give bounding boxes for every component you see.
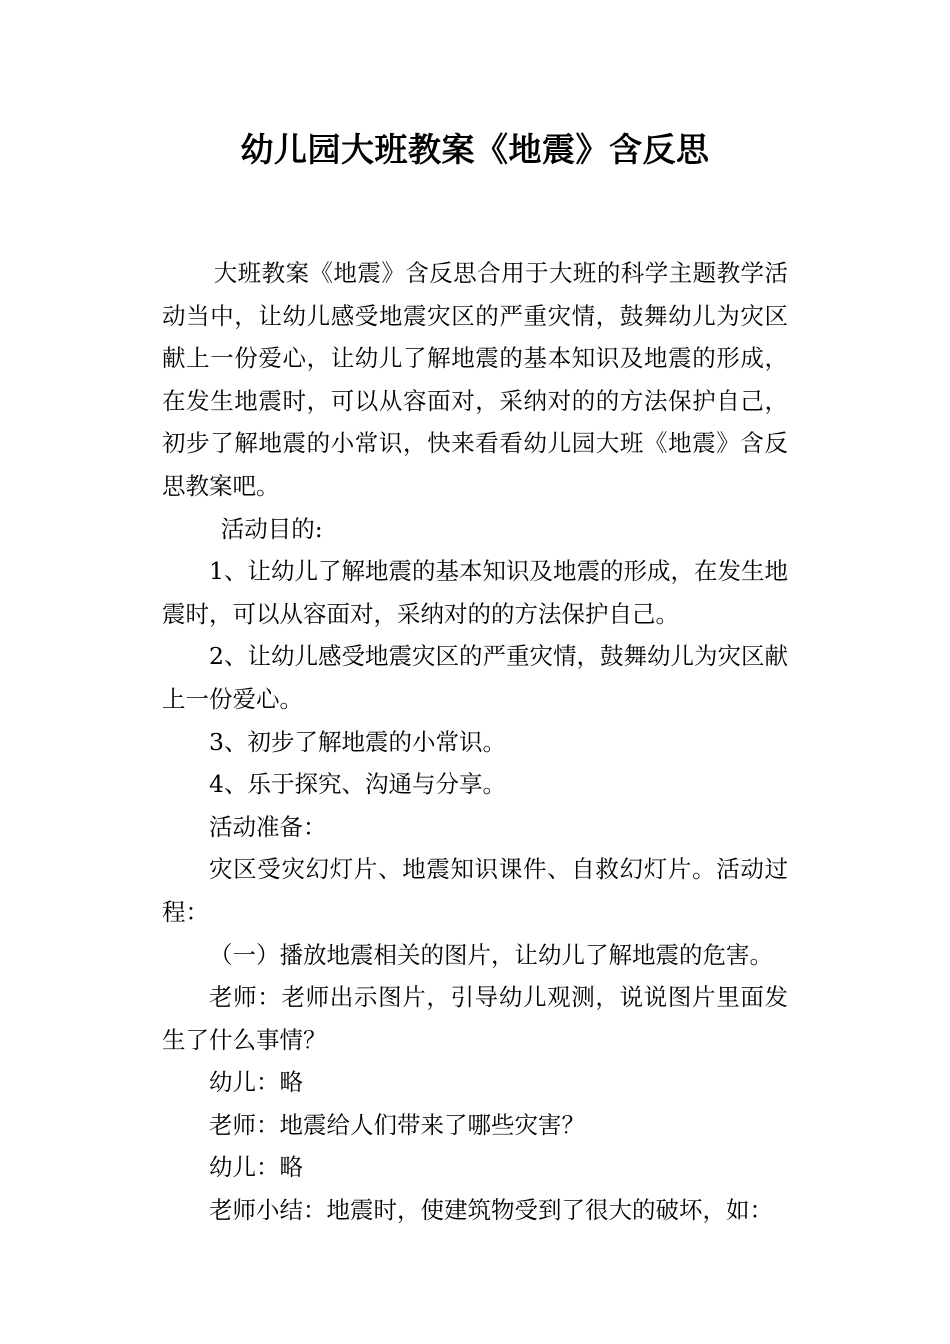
step-one-heading: （一）播放地震相关的图片，让幼儿了解地震的危害。 xyxy=(209,940,773,969)
goal-item-3: 3、初步了解地震的小常识。 xyxy=(209,727,506,756)
activity-preparation-heading: 活动准备： xyxy=(209,812,327,841)
goal-item-1: 1、让幼儿了解地震的基本知识及地震的形成，在发生地震时，可以从容面对，采纳对的的方法保护自己。 xyxy=(162,557,788,628)
teacher-summary-line: 老师小结：地震时，使建筑物受到了很大的破坏，如： xyxy=(209,1196,773,1225)
goal-item-4: 4、乐于探究、沟通与分享。 xyxy=(209,770,506,799)
document-title: 幼儿园大班教案《地震》含反思 xyxy=(240,130,710,169)
document-body xyxy=(162,252,788,1232)
child-line: 幼儿：略 xyxy=(209,1068,303,1097)
teacher-line: 老师：老师出示图片，引导幼儿观测，说说图片里面发生了什么事情？ xyxy=(162,983,788,1054)
goal-item-2: 2、让幼儿感受地震灾区的严重灾情，鼓舞幼儿为灾区献上一份爱心。 xyxy=(162,642,788,713)
preparation-paragraph: 灾区受灾幻灯片、地震知识课件、自救幻灯片。活动过程： xyxy=(162,855,788,926)
teacher-line: 老师：地震给人们带来了哪些灾害？ xyxy=(209,1110,585,1139)
activity-goals-heading: 活动目的: xyxy=(220,514,323,543)
intro-paragraph: 大班教案《地震》含反思合用于大班的科学主题教学活动当中，让幼儿感受地震灾区的严重灾情，鼓舞幼儿为灾区献上一份爱心，让幼儿了解地震的基本知识及地震的形成，在发生地震时，可以从容面对，采纳对的的方法保护自己，初步了解地震的小常识，快来看看幼儿园大班《地震》含反思教案吧。 xyxy=(162,259,788,500)
child-line: 幼儿：略 xyxy=(209,1153,303,1182)
